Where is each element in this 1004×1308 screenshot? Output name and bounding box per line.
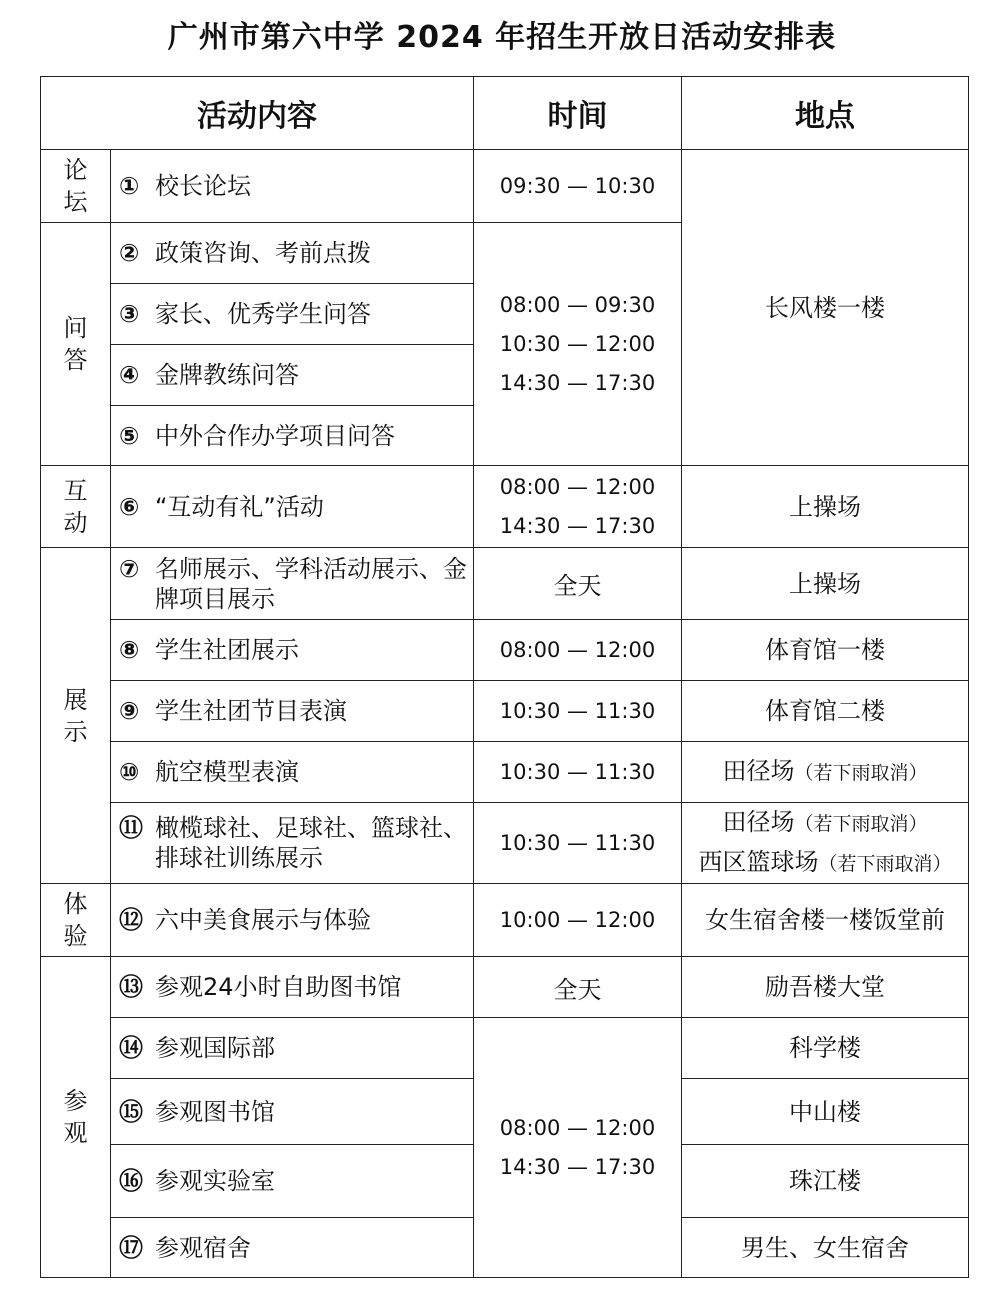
category-qa: 问答 xyxy=(41,223,111,466)
activity-cell: ④ 金牌教练问答 xyxy=(111,345,474,406)
location-cell: 上操场 xyxy=(682,548,969,620)
time-cell: 08:00 — 12:00 14:30 — 17:30 xyxy=(474,466,682,548)
category-forum: 论坛 xyxy=(41,150,111,223)
location-cell: 体育馆二楼 xyxy=(682,681,969,742)
activity-cell: ⑪ 橄榄球社、足球社、篮球社、排球社训练展示 xyxy=(111,803,474,884)
location-cell: 科学楼 xyxy=(682,1018,969,1079)
location-cell: 男生、女生宿舍 xyxy=(682,1218,969,1278)
activity-cell: ⑬ 参观24小时自助图书馆 xyxy=(111,957,474,1018)
time-cell: 10:30 — 11:30 xyxy=(474,803,682,884)
location-cell: 中山楼 xyxy=(682,1079,969,1145)
activity-cell: ⑩ 航空模型表演 xyxy=(111,742,474,803)
location-cell: 体育馆一楼 xyxy=(682,620,969,681)
activity-cell: ⑭ 参观国际部 xyxy=(111,1018,474,1079)
category-experience: 体验 xyxy=(41,884,111,957)
table-row xyxy=(41,1018,969,1079)
activity-cell: ⑰ 参观宿舍 xyxy=(111,1218,474,1278)
activity-cell: ⑨ 学生社团节目表演 xyxy=(111,681,474,742)
table-row xyxy=(41,620,969,681)
table-row xyxy=(41,466,969,548)
time-cell: 08:00 — 12:00 xyxy=(474,620,682,681)
time-cell: 10:30 — 11:30 xyxy=(474,681,682,742)
table-row xyxy=(41,803,969,884)
time-cell: 10:30 — 11:30 xyxy=(474,742,682,803)
location-cell: 励吾楼大堂 xyxy=(682,957,969,1018)
time-cell: 08:00 — 09:30 10:30 — 12:00 14:30 — 17:30 xyxy=(474,223,682,466)
table-row xyxy=(41,548,969,620)
table-row xyxy=(41,150,969,223)
location-cell: 珠江楼 xyxy=(682,1145,969,1218)
time-cell: 全天 xyxy=(474,548,682,620)
table-row xyxy=(41,742,969,803)
category-interact: 互动 xyxy=(41,466,111,548)
time-cell: 09:30 — 10:30 xyxy=(474,150,682,223)
time-cell: 08:00 — 12:00 14:30 — 17:30 xyxy=(474,1018,682,1278)
activity-cell: ⑦ 名师展示、学科活动展示、金牌项目展示 xyxy=(111,548,474,620)
time-cell: 10:00 — 12:00 xyxy=(474,884,682,957)
activity-cell: ⑫ 六中美食展示与体验 xyxy=(111,884,474,957)
table-row xyxy=(41,957,969,1018)
header-activity: 活动内容 xyxy=(41,77,474,150)
activity-cell: ① 校长论坛 xyxy=(111,150,474,223)
activity-cell: ⑥ “互动有礼”活动 xyxy=(111,466,474,548)
header-time: 时间 xyxy=(474,77,682,150)
header-location: 地点 xyxy=(682,77,969,150)
activity-cell: ⑯ 参观实验室 xyxy=(111,1145,474,1218)
location-cell: 田径场（若下雨取消） xyxy=(682,742,969,803)
location-cell: 女生宿舍楼一楼饭堂前 xyxy=(682,884,969,957)
schedule-table xyxy=(40,76,969,1278)
table-row xyxy=(41,884,969,957)
header-row xyxy=(41,77,969,150)
activity-cell: ⑤ 中外合作办学项目问答 xyxy=(111,406,474,466)
activity-cell: ⑮ 参观图书馆 xyxy=(111,1079,474,1145)
activity-cell: ③ 家长、优秀学生问答 xyxy=(111,284,474,345)
category-visit: 参观 xyxy=(41,957,111,1278)
time-cell: 全天 xyxy=(474,957,682,1018)
activity-cell: ② 政策咨询、考前点拨 xyxy=(111,223,474,284)
location-cell: 长风楼一楼 xyxy=(682,150,969,466)
location-cell: 田径场（若下雨取消） 西区篮球场（若下雨取消） xyxy=(682,803,969,884)
location-cell: 上操场 xyxy=(682,466,969,548)
activity-cell: ⑧ 学生社团展示 xyxy=(111,620,474,681)
page-title: 广州市第六中学 2024 年招生开放日活动安排表 xyxy=(167,20,837,55)
category-show: 展示 xyxy=(41,548,111,884)
table-row xyxy=(41,681,969,742)
